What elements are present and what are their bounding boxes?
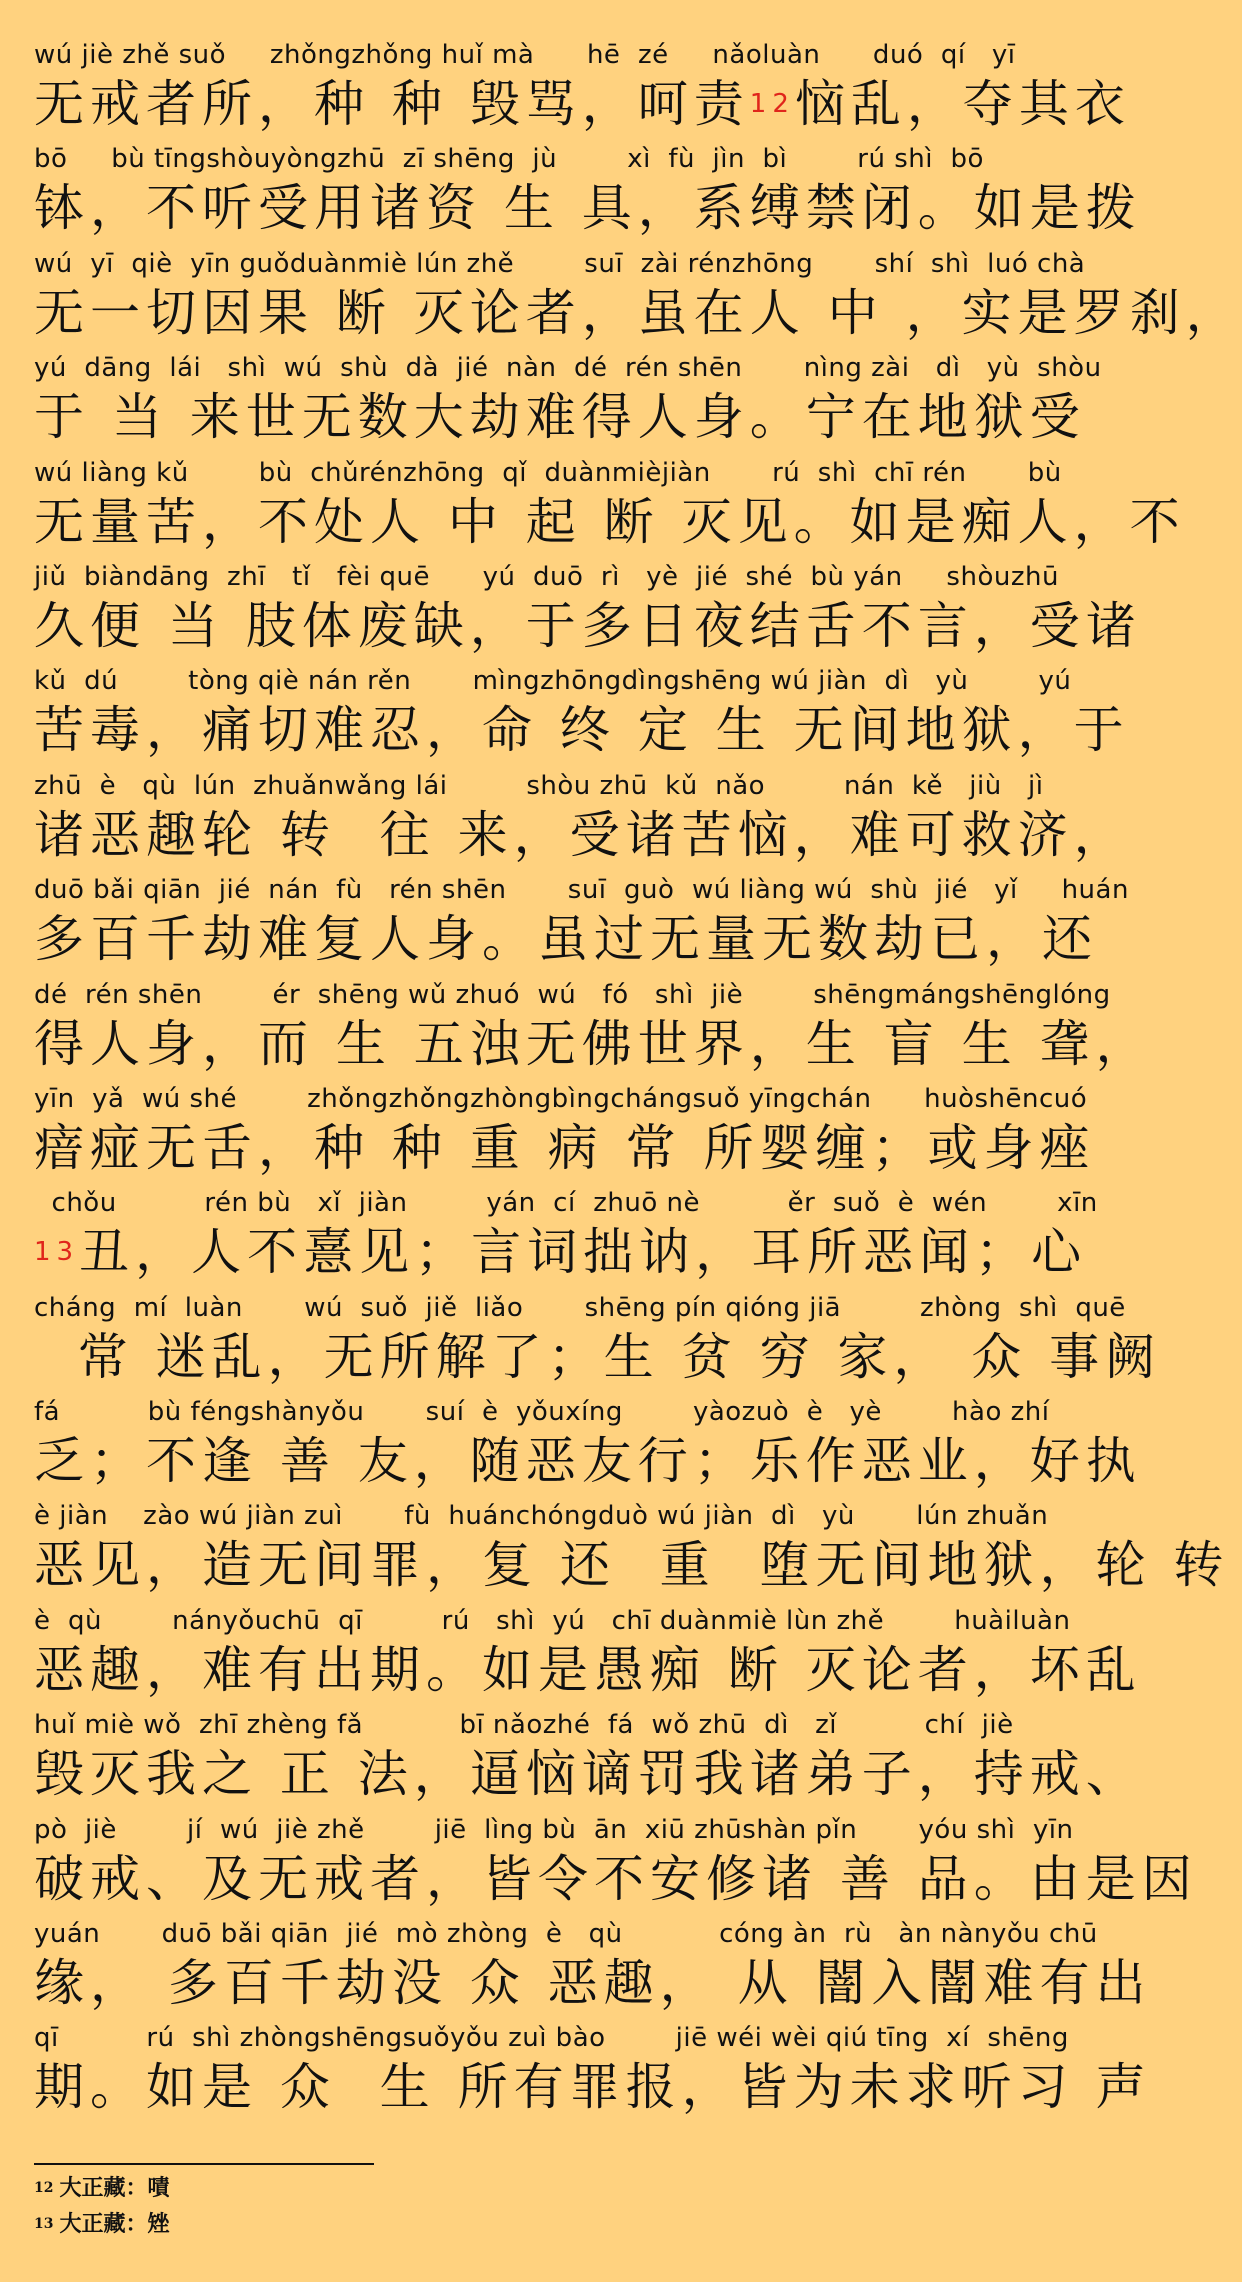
text-line (34, 1501, 1230, 1605)
footnote (34, 2170, 1034, 2206)
pinyin-row: pò jiè jí wú jiè zhě jiē lìng bù ān xiū zhūshàn pǐn yóu shì yīn (34, 1814, 1074, 1845)
hanzi-row: 期。如是 众 生 所有罪报，皆为未求听习 声 (34, 2058, 1152, 2117)
pinyin-row: yīn yǎ wú shé zhǒngzhǒngzhòngbìngchángsuǒ yīngchán huòshēncuó (34, 1083, 1088, 1114)
text-line (34, 1814, 1198, 1919)
pinyin-row: bō bù tīngshòuyòngzhū zī shēng jù xì fù jìn bì rú shì bō (34, 144, 984, 175)
hanzi-row: 瘖痖无舌，种 种 重 病 常 所婴缠；或身痤 (34, 1118, 1096, 1177)
text-line (34, 1188, 1098, 1292)
text-line (34, 875, 1129, 979)
text-line (34, 1919, 1152, 2023)
text-line (34, 1083, 1096, 1188)
hanzi-row: 多百千劫难复人身。虽过无量无数劫已，还 (34, 910, 1098, 969)
footnote-number: 13 (34, 2216, 54, 2232)
text-line (34, 1292, 1162, 1397)
hanzi-row: 常 迷乱，无所解了；生 贫 穷 家， 众 事阙 (34, 1327, 1162, 1386)
pinyin-row: yuán duō bǎi qiān jié mò zhòng è qù cóng àn rù àn nànyǒu chū (34, 1919, 1098, 1950)
pinyin-row: yú dāng lái shì wú shù dà jié nàn dé rén shēn nìng zài dì yù shòu (34, 353, 1102, 384)
hanzi-row: 无一切因果 断 灭论者，虽在人 中 ，实是罗刹， (34, 283, 1242, 342)
pinyin-row: kǔ dú tòng qiè nán rěn mìngzhōngdìngshēng wú jiàn dì yù yú (34, 666, 1072, 697)
pinyin-row: è jiàn zào wú jiàn zuì fù huánchóngduò wú jiàn dì yù lún zhuǎn (34, 1501, 1049, 1532)
hanzi-row: 久便 当 肢体废缺，于多日夜结舌不言，受诸 (34, 596, 1142, 655)
hanzi-row: 无戒者所，种 种 毁骂，呵责$^{12}$恼乱，夺其衣 (34, 75, 1131, 133)
pinyin-row: wú liàng kǔ bù chǔrénzhōng qǐ duànmièjiàn rú shì chī rén bù (34, 457, 1062, 488)
pinyin-row: huǐ miè wǒ zhī zhèng fǎ bī nǎozhé fá wǒ zhū dì zǐ chí jiè (34, 1710, 1014, 1741)
pinyin-row: zhū è qù lún zhuǎnwǎng lái shòu zhū kǔ nǎo nán kě jiù jì (34, 770, 1044, 801)
text-line (34, 248, 1242, 353)
hanzi-row: $^{13}$丑，人不憙见；言词拙讷，耳所恶闻；心 (34, 1223, 1088, 1282)
text-lines (34, 40, 1242, 2128)
footnote-ref-12[interactable]: 12 (749, 89, 795, 119)
pinyin-row: qī rú shì zhòngshēngsuǒyǒu zuì bào jiē wéi wèi qiú tīng xí shēng (34, 2023, 1069, 2054)
hanzi-row: 破戒、及无戒者，皆令不安修诸 善 品。由是因 (34, 1849, 1198, 1908)
text-line (34, 144, 1142, 248)
hanzi-row: 无量苦，不处人 中 起 断 灭见。如是痴人，不 (34, 492, 1186, 551)
text-line (34, 40, 1131, 144)
footnote-divider (34, 2163, 374, 2165)
text-line (34, 1397, 1142, 1501)
hanzi-row: 苦毒，痛切难忍，命 终 定 生 无间地狱，于 (34, 701, 1130, 760)
hanzi-row: 毁灭我之 正 法，逼恼谪罚我诸弟子，持戒、 (34, 1745, 1142, 1804)
pinyin-row: cháng mí luàn wú suǒ jiě liǎo shēng pín qióng jiā zhòng shì quē (34, 1292, 1126, 1323)
hanzi-row: 缘， 多百千劫没 众 恶趣， 从 闇入闇难有出 (34, 1954, 1152, 2013)
footnote (34, 2206, 1034, 2242)
footnote-ref-13[interactable]: 13 (34, 1237, 80, 1268)
text-line (34, 561, 1142, 666)
text-line (34, 2023, 1152, 2127)
hanzi-row: 得人身，而 生 五浊无佛世界，生 盲 生 聋， (34, 1014, 1152, 1073)
text-line (34, 979, 1152, 1084)
text-line (34, 353, 1102, 457)
text-line (34, 666, 1130, 770)
hanzi-row: 诸恶趣轮 转 往 来，受诸苦恼，难可救济， (34, 805, 1130, 864)
text-line (34, 1605, 1142, 1710)
pinyin-row: wú yī qiè yīn guǒduànmiè lún zhě suī zài rénzhōng shí shì luó chà (34, 248, 1086, 279)
pinyin-row: è qù nányǒuchū qī rú shì yú chī duànmiè lùn zhě huàiluàn (34, 1605, 1071, 1636)
footnote-text: 大正藏：嘖 (59, 2175, 170, 2201)
pinyin-row: dé rén shēn ér shēng wǔ zhuó wú fó shì jiè shēngmángshēnglóng (34, 979, 1111, 1010)
text-line (34, 1710, 1142, 1814)
hanzi-row: 钵，不听受用诸资 生 具，系缚禁闭。如是拨 (34, 179, 1142, 238)
hanzi-row: 恶见，造无间罪，复 还 重 堕无间地狱，轮 转 (34, 1536, 1230, 1595)
text-line (34, 770, 1130, 875)
hanzi-row: 于 当 来世无数大劫难得人身。宁在地狱受 (34, 388, 1086, 447)
text-line (34, 457, 1186, 562)
hanzi-row: 恶趣，难有出期。如是愚痴 断 灭论者，坏乱 (34, 1640, 1142, 1699)
footnotes (34, 2170, 1034, 2242)
pinyin-row: jiǔ biàndāng zhī tǐ fèi quē yú duō rì yè jié shé bù yán shòuzhū (34, 561, 1059, 592)
pinyin-row: duō bǎi qiān jié nán fù rén shēn suī guò wú liàng wú shù jié yǐ huán (34, 875, 1129, 906)
footnote-number: 12 (34, 2180, 54, 2196)
pinyin-row: wú jiè zhě suǒ zhǒngzhǒng huǐ mà hē zé nǎoluàn duó qí yī (34, 40, 1016, 70)
footnote-text: 大正藏：矬 (59, 2211, 170, 2237)
pinyin-row: fá bù féngshànyǒu suí è yǒuxíng yàozuò è yè hào zhí (34, 1397, 1050, 1428)
pinyin-row: chǒu rén bù xǐ jiàn yán cí zhuō nè ěr suǒ è wén xīn (34, 1188, 1098, 1219)
hanzi-row: 乏；不逢 善 友，随恶友行；乐作恶业，好执 (34, 1432, 1142, 1491)
